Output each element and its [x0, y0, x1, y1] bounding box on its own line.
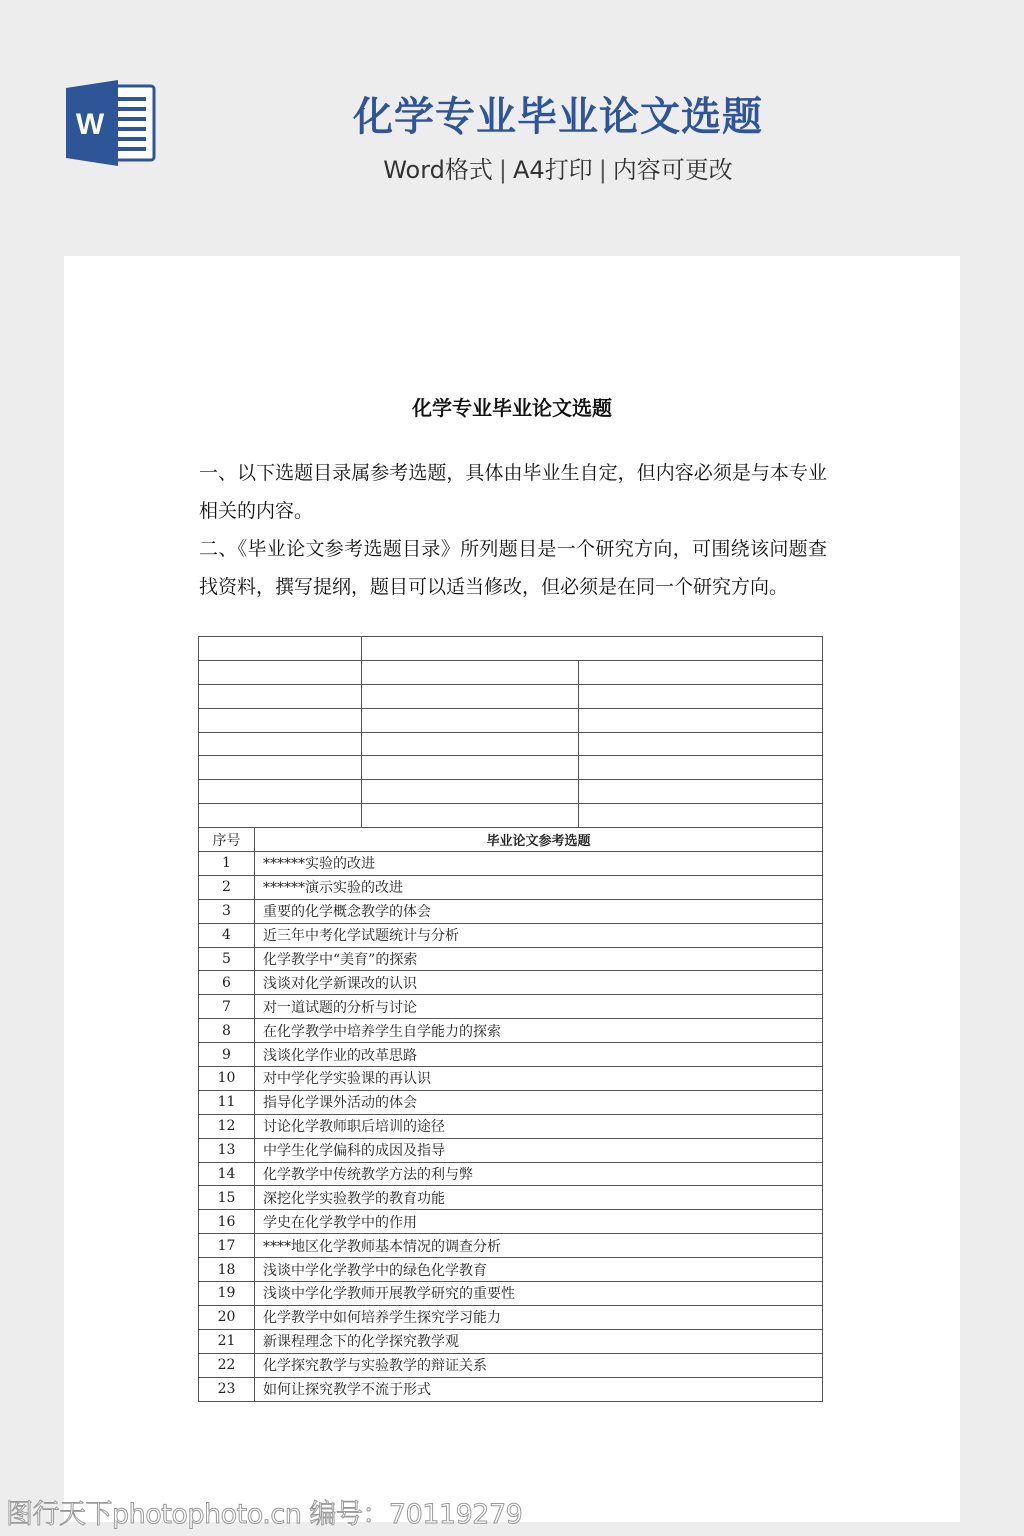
- blank-row: [199, 780, 823, 804]
- table-row: [199, 1210, 823, 1234]
- row-number: 9: [199, 1043, 255, 1067]
- row-number: 11: [199, 1090, 255, 1114]
- topics-table: [198, 636, 823, 1402]
- document-page: [64, 256, 960, 1522]
- row-number: 22: [199, 1353, 255, 1377]
- table-row: [199, 1234, 823, 1258]
- row-number: 12: [199, 1114, 255, 1138]
- row-number: 20: [199, 1305, 255, 1329]
- blank-cell[interactable]: [362, 780, 579, 804]
- blank-row: [199, 756, 823, 780]
- row-topic: 浅谈对化学新课改的认识: [255, 971, 823, 995]
- row-topic: 化学教学中如何培养学生探究学习能力: [255, 1305, 823, 1329]
- blank-cell[interactable]: [362, 637, 823, 661]
- row-number: 14: [199, 1162, 255, 1186]
- row-topic: 浅谈中学化学教师开展教学研究的重要性: [255, 1282, 823, 1306]
- blank-cell[interactable]: [579, 660, 823, 684]
- subtitle-editable: 内容可更改: [612, 156, 733, 184]
- table-row: [199, 1258, 823, 1282]
- blank-cell[interactable]: [579, 780, 823, 804]
- blank-row: [199, 637, 823, 661]
- table-row: [199, 1329, 823, 1353]
- column-header-topic: 毕业论文参考选题: [255, 828, 823, 852]
- table-row: [199, 1282, 823, 1306]
- header-title: 化学专业毕业论文选题: [353, 94, 763, 140]
- row-topic: 如何让探究教学不流于形式: [255, 1377, 823, 1401]
- blank-cell[interactable]: [579, 804, 823, 828]
- table-row: [199, 1162, 823, 1186]
- row-number: 19: [199, 1282, 255, 1306]
- row-topic: 指导化学课外活动的体会: [255, 1090, 823, 1114]
- row-number: 23: [199, 1377, 255, 1401]
- blank-row: [199, 660, 823, 684]
- blank-cell[interactable]: [362, 756, 579, 780]
- blank-cell[interactable]: [362, 732, 579, 756]
- blank-cell[interactable]: [199, 804, 362, 828]
- row-number: 4: [199, 923, 255, 947]
- table-row: [199, 1377, 823, 1401]
- row-number: 6: [199, 971, 255, 995]
- row-topic: 对中学化学实验课的再认识: [255, 1067, 823, 1091]
- column-header-number: 序号: [199, 828, 255, 852]
- word-document-icon: [64, 80, 156, 166]
- row-topic: 对一道试题的分析与讨论: [255, 995, 823, 1019]
- blank-cell[interactable]: [579, 756, 823, 780]
- row-topic: 深挖化学实验教学的教育功能: [255, 1186, 823, 1210]
- table-row: [199, 971, 823, 995]
- row-topic: 近三年中考化学试题统计与分析: [255, 923, 823, 947]
- table-row: [199, 1090, 823, 1114]
- blank-cell[interactable]: [362, 804, 579, 828]
- row-topic: 在化学教学中培养学生自学能力的探索: [255, 1019, 823, 1043]
- table-row: [199, 875, 823, 899]
- row-topic: 浅谈化学作业的改革思路: [255, 1043, 823, 1067]
- table-row: [199, 1138, 823, 1162]
- table-row: [199, 1186, 823, 1210]
- separator: |: [498, 156, 507, 184]
- blank-cell[interactable]: [362, 660, 579, 684]
- row-topic: 新课程理念下的化学探究教学观: [255, 1329, 823, 1353]
- blank-cell[interactable]: [199, 756, 362, 780]
- intro-paragraph-1: 一、以下选题目录属参考选题，具体由毕业生自定，但内容必须是与本专业相关的内容。: [199, 462, 827, 522]
- watermark: 图行天下photophoto.cn 编号：70119279: [6, 1499, 523, 1530]
- subtitle-print: A4打印: [513, 156, 593, 184]
- table-row: [199, 852, 823, 876]
- row-number: 3: [199, 899, 255, 923]
- row-number: 1: [199, 852, 255, 876]
- table-row: [199, 995, 823, 1019]
- subtitle-format: Word格式: [383, 156, 493, 184]
- blank-cell[interactable]: [579, 732, 823, 756]
- table-row: [199, 923, 823, 947]
- row-number: 8: [199, 1019, 255, 1043]
- table-row: [199, 1067, 823, 1091]
- table-row: [199, 1043, 823, 1067]
- topics-list: [199, 828, 823, 1401]
- blank-row: [199, 684, 823, 708]
- blank-cell[interactable]: [579, 684, 823, 708]
- row-number: 17: [199, 1234, 255, 1258]
- row-number: 10: [199, 1067, 255, 1091]
- row-topic: 中学生化学偏科的成因及指导: [255, 1138, 823, 1162]
- blank-cell[interactable]: [579, 708, 823, 732]
- row-topic: ****地区化学教师基本情况的调查分析: [255, 1234, 823, 1258]
- table-row: [199, 1019, 823, 1043]
- table-row: [199, 1353, 823, 1377]
- blank-cell[interactable]: [199, 780, 362, 804]
- svg-text:W: W: [75, 108, 105, 141]
- table-row: [199, 1114, 823, 1138]
- table-header-row: [199, 828, 823, 852]
- row-topic: ******演示实验的改进: [255, 875, 823, 899]
- row-topic: 浅谈中学化学教学中的绿色化学教育: [255, 1258, 823, 1282]
- blank-table: [199, 637, 823, 828]
- row-number: 7: [199, 995, 255, 1019]
- intro-paragraph-2: 二、《毕业论文参考选题目录》所列题目是一个研究方向，可围绕该问题查找资料，撰写提纲，题目可以适当修改，但必须是在同一个研究方向。: [199, 538, 827, 598]
- row-number: 13: [199, 1138, 255, 1162]
- table-row: [199, 947, 823, 971]
- row-topic: 重要的化学概念教学的体会: [255, 899, 823, 923]
- row-number: 15: [199, 1186, 255, 1210]
- row-topic: ******实验的改进: [255, 852, 823, 876]
- row-topic: 化学教学中“美育”的探索: [255, 947, 823, 971]
- row-number: 5: [199, 947, 255, 971]
- blank-cell[interactable]: [199, 660, 362, 684]
- row-number: 18: [199, 1258, 255, 1282]
- blank-row: [199, 804, 823, 828]
- row-number: 16: [199, 1210, 255, 1234]
- header-subtitle: [300, 152, 816, 188]
- blank-cell[interactable]: [362, 684, 579, 708]
- blank-cell[interactable]: [199, 732, 362, 756]
- row-number: 21: [199, 1329, 255, 1353]
- row-topic: 化学探究教学与实验教学的辩证关系: [255, 1353, 823, 1377]
- blank-cell[interactable]: [362, 708, 579, 732]
- blank-row: [199, 732, 823, 756]
- table-row: [199, 899, 823, 923]
- blank-cell[interactable]: [199, 708, 362, 732]
- blank-row: [199, 708, 823, 732]
- row-topic: 学史在化学教学中的作用: [255, 1210, 823, 1234]
- row-number: 2: [199, 875, 255, 899]
- separator: |: [598, 156, 607, 184]
- table-row: [199, 1305, 823, 1329]
- row-topic: 化学教学中传统教学方法的利与弊: [255, 1162, 823, 1186]
- document-title: 化学专业毕业论文选题: [412, 396, 612, 420]
- blank-cell[interactable]: [199, 637, 362, 661]
- intro-text: [199, 454, 827, 606]
- blank-cell[interactable]: [199, 684, 362, 708]
- row-topic: 讨论化学教师职后培训的途径: [255, 1114, 823, 1138]
